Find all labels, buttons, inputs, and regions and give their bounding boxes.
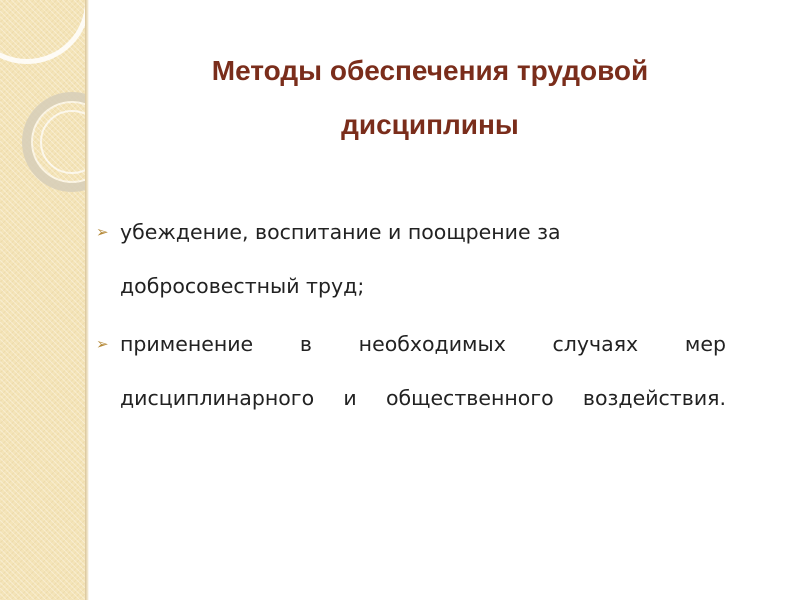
arrow-bullet-icon: ➢ <box>96 335 109 353</box>
bullet-text: убеждение, воспитание и поощрение за добросовестный труд; <box>120 220 561 298</box>
bullet-text: применение в необходимых случаях мер дисциплинарного и общественного воздействия. <box>120 332 726 410</box>
side-band-edge <box>85 0 89 600</box>
decorative-ring-top <box>0 0 85 64</box>
bullet-item <box>96 205 726 313</box>
arrow-bullet-icon: ➢ <box>96 223 109 241</box>
bullet-item <box>96 317 726 425</box>
slide-title: Методы обеспечения трудовой дисциплины <box>211 55 649 140</box>
decorative-side-band <box>0 0 85 600</box>
bullet-list <box>96 205 726 425</box>
